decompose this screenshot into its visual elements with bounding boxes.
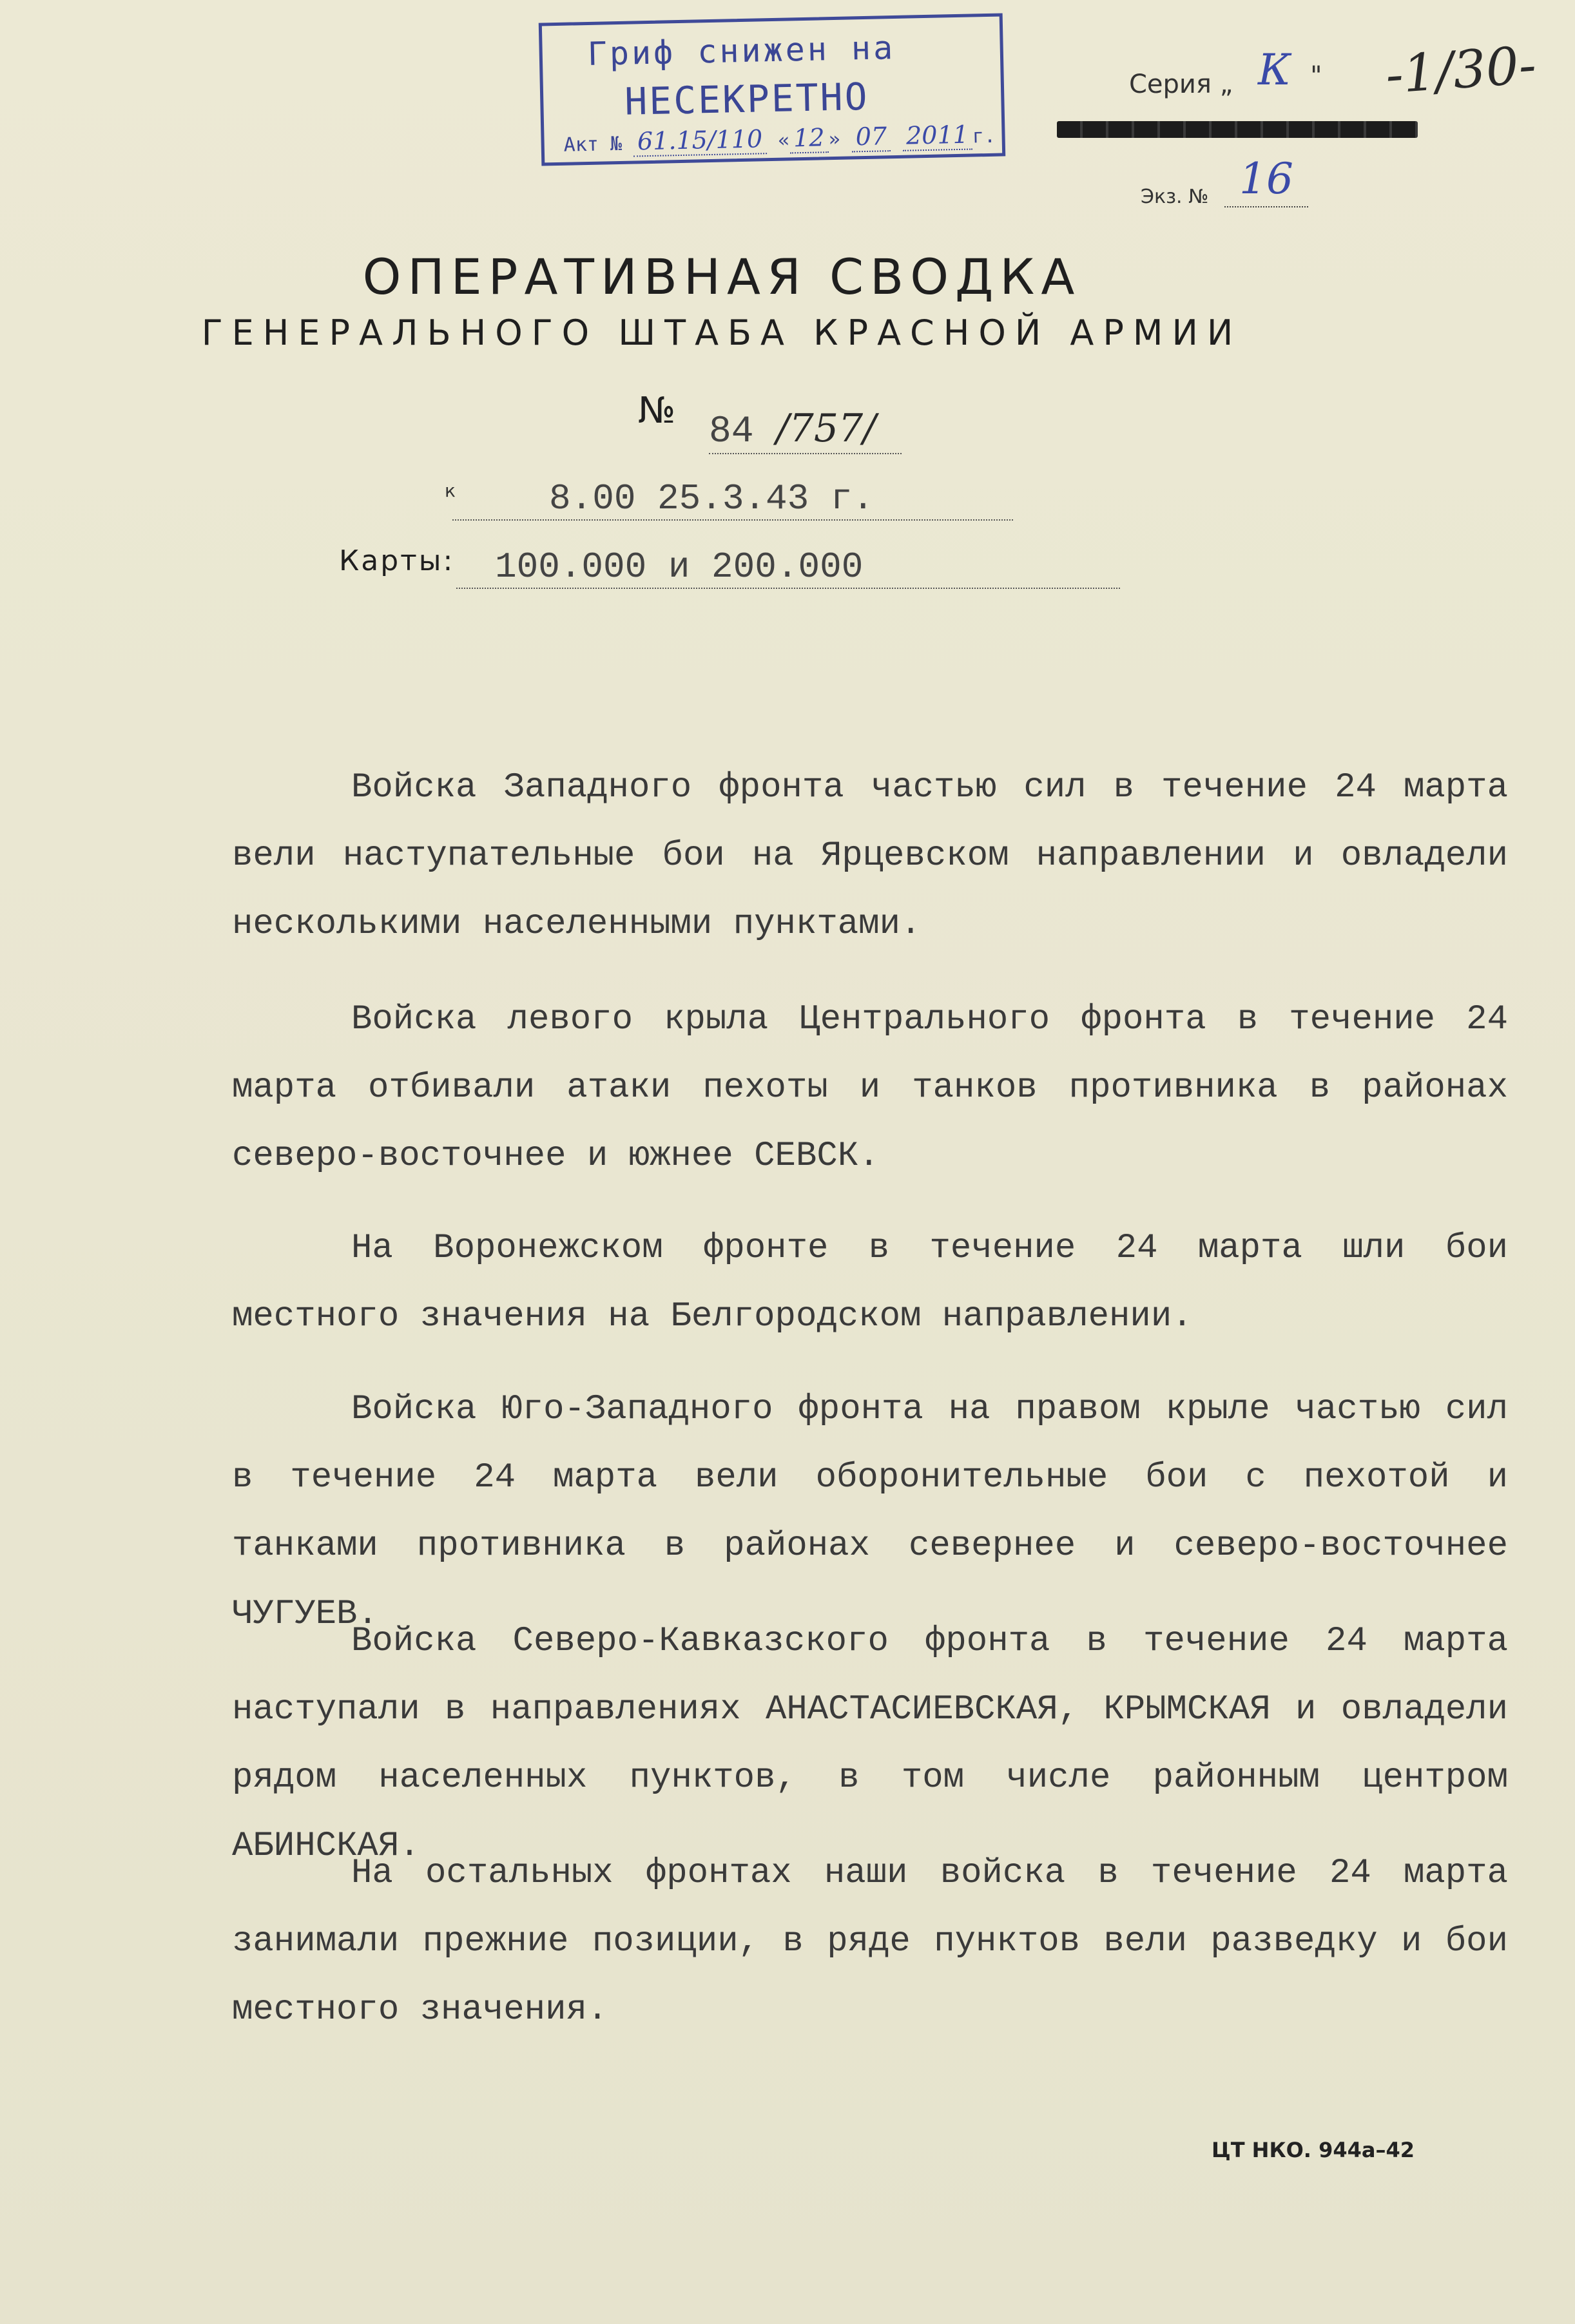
paragraph-other-fronts: На остальных фронтах наши войска в течение 24 марта занимали прежние позиции, в ряде пунктов вели разведку и бои местного значения.	[232, 1854, 1508, 2030]
paragraph-western-front: Войска Западного фронта частью сил в течение 24 марта вели наступательные бои на Ярцевском направлении и овладели несколькими населенными пунктами.	[232, 768, 1508, 944]
series-label-text: Серия „	[1129, 70, 1233, 99]
report-number-value	[709, 406, 902, 454]
document-title: ОПЕРАТИВНАЯ СВОДКА	[362, 248, 1081, 305]
stamp-line-2: НЕСЕКРЕТНО	[624, 74, 870, 124]
stamp-year-suffix: г.	[972, 124, 996, 148]
stamp-month: 07	[851, 122, 891, 152]
series-value-text: К	[1258, 45, 1291, 95]
paragraph-voronezh-front: На Воронежском фронте в течение 24 марта шли бои местного значения на Белгородском направлении.	[232, 1229, 1508, 1336]
stamp-line-1: Гриф снижен на	[587, 28, 896, 73]
copy-number-label: Экз. №	[1141, 186, 1209, 208]
copy-number-value: 16	[1224, 152, 1308, 207]
stamp-quote-close: »	[828, 128, 841, 151]
stamp-act-prefix: Акт №	[563, 132, 623, 157]
series-value	[1258, 45, 1322, 95]
report-date-value: 8.00 25.3.43 г.	[452, 478, 1013, 521]
document-subtitle: ГЕНЕРАЛЬНОГО ШТАБА КРАСНОЙ АРМИИ	[201, 312, 1242, 353]
report-number-typed: 84	[709, 411, 754, 453]
report-number-label: №	[638, 390, 676, 432]
stamp-quote-open: «	[777, 129, 790, 152]
series-close-quote: "	[1310, 61, 1322, 91]
declassification-stamp	[539, 13, 1005, 166]
print-code: ЦТ НКО. 944а–42	[1212, 2138, 1415, 2162]
stamp-act-line	[563, 120, 996, 157]
report-date-prefix: к	[445, 480, 456, 501]
stamp-year: 2011	[902, 120, 973, 151]
series-label	[1129, 70, 1233, 99]
maps-label: Карты:	[339, 544, 455, 577]
stamp-act-number: 61.15/110	[633, 124, 767, 157]
maps-scale-value: 100.000 и 200.000	[456, 546, 1120, 589]
report-number-handwritten: /757/	[776, 406, 876, 451]
paragraph-central-front: Войска левого крыла Центрального фронта в течение 24 марта отбивали атаки пехоты и танков противника в районах северо-восточнее и южнее СЕВСК.	[232, 1000, 1508, 1176]
paragraph-north-caucasus-front: Войска Северо-Кавказского фронта в течение 24 марта наступали в направлениях АНАСТАСИЕВСКАЯ, КРЫМСКАЯ и овладели рядом населенных пунктов, в том числе районным центром АБИНСКАЯ.	[232, 1622, 1508, 1866]
series-code: -1/30-	[1384, 34, 1538, 106]
paragraph-southwestern-front: Войска Юго-Западного фронта на правом крыле частью сил в течение 24 марта вели оборонительные бои с пехотой и танками противника в районах севернее и северо-восточнее ЧУГУЕВ.	[232, 1390, 1508, 1634]
stamp-day: 12	[789, 123, 829, 153]
redacted-classification-bar	[1057, 121, 1418, 138]
